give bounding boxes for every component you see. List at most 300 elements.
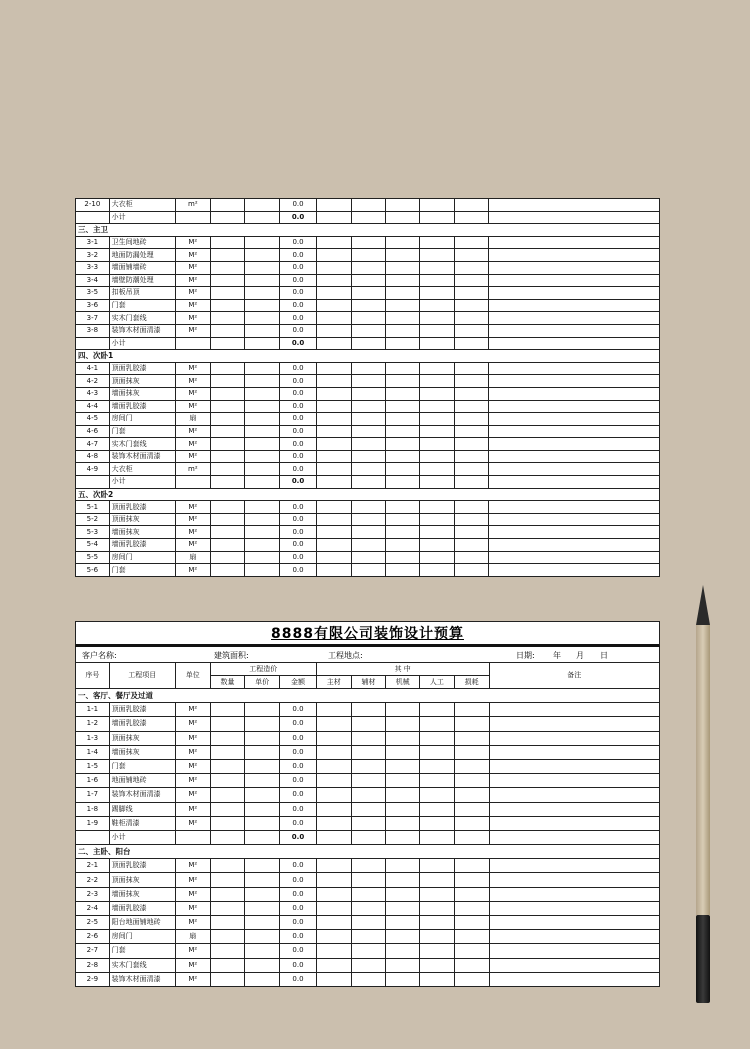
cell-no: 3-3: [76, 261, 110, 274]
cell-empty: [316, 413, 351, 426]
cell-empty: [351, 916, 386, 930]
table-row: [76, 539, 660, 552]
cell-item: 大衣柜: [109, 199, 175, 212]
cell-amount: 0.0: [280, 236, 317, 249]
header-price: 单价: [245, 676, 280, 689]
cell-amount: 0.0: [280, 703, 317, 717]
cell-empty: [210, 930, 245, 944]
section-row: [76, 350, 660, 363]
customer-label: 客户名称:: [82, 651, 117, 660]
cell-empty: [489, 249, 660, 262]
cell-empty: [420, 703, 455, 717]
cell-empty: [386, 413, 420, 426]
cell-item: 阳台地面铺地砖: [109, 916, 175, 930]
cell-empty: [454, 236, 489, 249]
cell-empty: [454, 261, 489, 274]
cell-item: 装饰木材面清漆: [109, 450, 175, 463]
cell-empty: [454, 564, 489, 577]
table-row: [76, 274, 660, 287]
cell-empty: [489, 299, 660, 312]
cell-empty: [245, 450, 280, 463]
cell-item: 门套: [109, 944, 175, 958]
cell-item: 实木门套线: [109, 312, 175, 325]
cell-empty: [454, 463, 489, 476]
cell-unit: M²: [175, 802, 210, 816]
cell-empty: [454, 249, 489, 262]
cell-unit: M²: [175, 816, 210, 830]
cell-empty: [454, 324, 489, 337]
table-row: [76, 199, 660, 212]
cell-empty: [386, 324, 420, 337]
cell-unit: M²: [175, 972, 210, 986]
cell-empty: [489, 802, 660, 816]
section-row: [76, 224, 660, 237]
cell-empty: [210, 731, 245, 745]
cell-empty: [386, 476, 420, 489]
cell-empty: [489, 944, 660, 958]
cell-empty: [420, 887, 455, 901]
cell-amount: 0.0: [280, 551, 317, 564]
table-row: [76, 859, 660, 873]
section-title: 一、客厅、餐厅及过道: [76, 689, 660, 703]
cell-empty: [245, 788, 280, 802]
cell-empty: [420, 362, 455, 375]
header-item: 工程项目: [109, 663, 175, 689]
cell-empty: [210, 337, 245, 350]
table-row: [76, 717, 660, 731]
cell-item: 墙面乳胶漆: [109, 539, 175, 552]
cell-empty: [386, 249, 420, 262]
cell-empty: [316, 745, 351, 759]
cell-empty: [386, 199, 420, 212]
cell-empty: [351, 944, 386, 958]
cell-unit: M²: [175, 362, 210, 375]
cell-empty: [245, 324, 280, 337]
cell-empty: [351, 816, 386, 830]
cell-empty: [245, 501, 280, 514]
cell-empty: [386, 501, 420, 514]
cell-empty: [316, 539, 351, 552]
cell-empty: [245, 944, 280, 958]
cell-empty: [386, 944, 420, 958]
date-month: 月: [576, 651, 584, 660]
cell-empty: [489, 745, 660, 759]
cell-no: 4-7: [76, 438, 110, 451]
cell-empty: [454, 930, 489, 944]
cell-item: 实木门套线: [109, 958, 175, 972]
cell-empty: [489, 526, 660, 539]
table-row: [76, 501, 660, 514]
cell-empty: [386, 337, 420, 350]
cell-no: 1-4: [76, 745, 110, 759]
cell-item: 墙壁防潮处理: [109, 274, 175, 287]
cell-empty: [420, 463, 455, 476]
cell-empty: [316, 312, 351, 325]
cell-empty: [351, 236, 386, 249]
table-row: [76, 438, 660, 451]
cell-empty: [351, 362, 386, 375]
cell-amount: 0.0: [280, 324, 317, 337]
cell-empty: [386, 375, 420, 388]
cell-empty: [386, 299, 420, 312]
cell-empty: [351, 299, 386, 312]
cell-empty: [489, 463, 660, 476]
cell-empty: [316, 703, 351, 717]
cell-empty: [454, 774, 489, 788]
cell-empty: [420, 717, 455, 731]
cell-empty: [245, 425, 280, 438]
cell-empty: [420, 816, 455, 830]
cell-empty: [210, 287, 245, 300]
cell-unit: M²: [175, 526, 210, 539]
budget-table: [75, 662, 660, 987]
cell-item: 顶面抹灰: [109, 731, 175, 745]
cell-empty: [420, 916, 455, 930]
cell-empty: [420, 438, 455, 451]
cell-empty: [489, 287, 660, 300]
cell-no: 3-1: [76, 236, 110, 249]
table-row: [76, 873, 660, 887]
cell-empty: [245, 199, 280, 212]
cell-no: 5-6: [76, 564, 110, 577]
header-loss: 损耗: [454, 676, 489, 689]
area-label: 建筑面积:: [214, 651, 249, 660]
cell-empty: [245, 476, 280, 489]
cell-empty: [420, 759, 455, 773]
cell-amount: 0.0: [280, 287, 317, 300]
cell-empty: [316, 463, 351, 476]
cell-item: 地面铺地砖: [109, 774, 175, 788]
cell-empty: [351, 274, 386, 287]
cell-unit: M²: [175, 901, 210, 915]
cell-empty: [316, 450, 351, 463]
cell-empty: [351, 930, 386, 944]
cell-empty: [210, 362, 245, 375]
cell-empty: [454, 873, 489, 887]
cell-empty: [351, 887, 386, 901]
cell-empty: [210, 901, 245, 915]
cell-empty: [316, 362, 351, 375]
table-row: [76, 774, 660, 788]
info-row: [75, 647, 660, 662]
cell-empty: [351, 539, 386, 552]
cell-empty: [210, 211, 245, 224]
cell-empty: [489, 774, 660, 788]
table-row: [76, 958, 660, 972]
cell-empty: [386, 731, 420, 745]
cell-no: 1-8: [76, 802, 110, 816]
cell-empty: [420, 731, 455, 745]
cell-empty: [420, 774, 455, 788]
cell-empty: [420, 551, 455, 564]
cell-empty: [210, 873, 245, 887]
cell-empty: [351, 413, 386, 426]
cell-unit: M²: [175, 287, 210, 300]
top-table-body: [76, 199, 660, 577]
cell-empty: [454, 337, 489, 350]
cell-unit: 扇: [175, 413, 210, 426]
cell-no: 1-1: [76, 703, 110, 717]
cell-amount: 0.0: [280, 539, 317, 552]
table-row: [76, 450, 660, 463]
cell-unit: [175, 211, 210, 224]
cell-amount: 0.0: [280, 745, 317, 759]
cell-amount: 0.0: [280, 873, 317, 887]
cell-empty: [386, 930, 420, 944]
cell-empty: [454, 703, 489, 717]
cell-empty: [420, 901, 455, 915]
cell-empty: [489, 337, 660, 350]
cell-empty: [489, 539, 660, 552]
cell-amount: 0.0: [280, 774, 317, 788]
cell-empty: [351, 425, 386, 438]
cell-empty: [454, 387, 489, 400]
cell-amount: 0.0: [280, 859, 317, 873]
cell-empty: [489, 274, 660, 287]
cell-empty: [420, 539, 455, 552]
table-row: [76, 261, 660, 274]
cell-amount: 0.0: [280, 375, 317, 388]
cell-empty: [386, 463, 420, 476]
header-unit: 单位: [175, 663, 210, 689]
cell-item: 顶面抹灰: [109, 375, 175, 388]
cell-empty: [420, 337, 455, 350]
cell-item: 扣板吊顶: [109, 287, 175, 300]
cell-unit: M²: [175, 539, 210, 552]
cell-empty: [316, 425, 351, 438]
cell-item: 小计: [109, 476, 175, 489]
cell-empty: [489, 972, 660, 986]
cell-empty: [245, 731, 280, 745]
cell-no: 2-2: [76, 873, 110, 887]
cell-empty: [316, 873, 351, 887]
cell-empty: [386, 211, 420, 224]
cell-empty: [210, 887, 245, 901]
cell-empty: [245, 717, 280, 731]
cell-empty: [245, 312, 280, 325]
cell-empty: [386, 362, 420, 375]
cell-unit: M²: [175, 236, 210, 249]
cell-empty: [316, 887, 351, 901]
cell-empty: [454, 859, 489, 873]
cell-empty: [489, 551, 660, 564]
cell-empty: [489, 703, 660, 717]
cell-no: 2-6: [76, 930, 110, 944]
cell-empty: [316, 731, 351, 745]
cell-empty: [489, 564, 660, 577]
cell-empty: [351, 873, 386, 887]
section-row: [76, 845, 660, 859]
date-year: 年: [553, 651, 561, 660]
cell-empty: [351, 337, 386, 350]
cell-unit: M²: [175, 274, 210, 287]
cell-empty: [245, 362, 280, 375]
cell-empty: [454, 745, 489, 759]
cell-no: 2-4: [76, 901, 110, 915]
cell-empty: [245, 958, 280, 972]
cell-unit: M²: [175, 774, 210, 788]
cell-empty: [489, 717, 660, 731]
cell-no: 5-5: [76, 551, 110, 564]
cell-empty: [489, 788, 660, 802]
header-machine: 机械: [386, 676, 420, 689]
cell-item: 装饰木材面清漆: [109, 788, 175, 802]
cell-no: [76, 476, 110, 489]
cell-item: 顶面乳胶漆: [109, 703, 175, 717]
cell-empty: [316, 788, 351, 802]
cell-unit: M²: [175, 887, 210, 901]
cell-empty: [210, 774, 245, 788]
cell-empty: [489, 425, 660, 438]
cell-empty: [454, 362, 489, 375]
cell-empty: [454, 287, 489, 300]
cell-empty: [245, 337, 280, 350]
cell-empty: [420, 425, 455, 438]
cell-unit: M²: [175, 717, 210, 731]
cell-amount: 0.0: [280, 930, 317, 944]
table-row: [76, 375, 660, 388]
cell-item: 小计: [109, 337, 175, 350]
cell-unit: M²: [175, 513, 210, 526]
cell-empty: [316, 717, 351, 731]
cell-empty: [316, 816, 351, 830]
cell-empty: [420, 802, 455, 816]
cell-empty: [454, 788, 489, 802]
cell-no: 3-2: [76, 249, 110, 262]
cell-empty: [316, 299, 351, 312]
cell-unit: M²: [175, 759, 210, 773]
cell-empty: [210, 526, 245, 539]
cell-empty: [386, 802, 420, 816]
cell-amount: 0.0: [280, 788, 317, 802]
cell-item: 墙面乳胶漆: [109, 901, 175, 915]
cell-amount: 0.0: [280, 901, 317, 915]
cell-empty: [351, 830, 386, 844]
cell-empty: [489, 930, 660, 944]
cell-empty: [210, 236, 245, 249]
cell-amount: 0.0: [280, 249, 317, 262]
cell-empty: [351, 901, 386, 915]
cell-empty: [420, 873, 455, 887]
cell-empty: [210, 312, 245, 325]
table-row: [76, 788, 660, 802]
location-label: 工程地点:: [328, 651, 363, 660]
date-label: 日期:: [516, 651, 535, 660]
subtotal-row: [76, 476, 660, 489]
cell-no: 5-4: [76, 539, 110, 552]
cell-empty: [316, 211, 351, 224]
cell-empty: [245, 375, 280, 388]
cell-empty: [210, 551, 245, 564]
cell-unit: M²: [175, 958, 210, 972]
cell-empty: [210, 425, 245, 438]
cell-empty: [351, 375, 386, 388]
cell-empty: [386, 788, 420, 802]
cell-unit: M²: [175, 450, 210, 463]
cell-amount: 0.0: [280, 731, 317, 745]
cell-empty: [454, 958, 489, 972]
cell-empty: [420, 287, 455, 300]
cell-empty: [210, 387, 245, 400]
cell-item: 地面防漏处理: [109, 249, 175, 262]
cell-empty: [210, 717, 245, 731]
cell-no: 2-9: [76, 972, 110, 986]
cell-empty: [386, 717, 420, 731]
cell-empty: [489, 816, 660, 830]
cell-amount: 0.0: [280, 830, 317, 844]
cell-empty: [386, 873, 420, 887]
cell-item: 装饰木材面清漆: [109, 324, 175, 337]
cell-item: 墙面乳胶漆: [109, 717, 175, 731]
cell-unit: [175, 337, 210, 350]
cell-no: 4-5: [76, 413, 110, 426]
cell-empty: [210, 830, 245, 844]
cell-amount: 0.0: [280, 802, 317, 816]
cell-empty: [454, 299, 489, 312]
header-main-material: 主材: [316, 676, 351, 689]
cell-empty: [245, 551, 280, 564]
cell-amount: 0.0: [280, 400, 317, 413]
cell-empty: [245, 513, 280, 526]
cell-item: 墙面抹灰: [109, 887, 175, 901]
section-title: 三、主卫: [76, 224, 660, 237]
cell-empty: [420, 211, 455, 224]
cell-unit: m²: [175, 199, 210, 212]
cell-unit: m²: [175, 463, 210, 476]
cell-empty: [245, 802, 280, 816]
cell-item: 大衣柜: [109, 463, 175, 476]
cell-empty: [386, 745, 420, 759]
cell-unit: M²: [175, 873, 210, 887]
cell-empty: [386, 450, 420, 463]
cell-empty: [386, 887, 420, 901]
cell-empty: [386, 513, 420, 526]
cell-amount: 0.0: [280, 387, 317, 400]
cell-empty: [210, 400, 245, 413]
header-note: 备注: [489, 663, 660, 689]
cell-empty: [454, 476, 489, 489]
cell-amount: 0.0: [280, 425, 317, 438]
cell-empty: [210, 788, 245, 802]
header-cost: 工程造价: [210, 663, 316, 676]
cell-item: 房间门: [109, 930, 175, 944]
cell-empty: [420, 387, 455, 400]
cell-empty: [351, 312, 386, 325]
cell-empty: [316, 337, 351, 350]
cell-empty: [489, 901, 660, 915]
table-row: [76, 551, 660, 564]
cell-empty: [245, 745, 280, 759]
cell-empty: [489, 312, 660, 325]
cell-empty: [210, 958, 245, 972]
cell-empty: [210, 859, 245, 873]
cell-item: 踢脚线: [109, 802, 175, 816]
cell-empty: [386, 387, 420, 400]
cell-empty: [210, 463, 245, 476]
cell-no: 4-4: [76, 400, 110, 413]
table-row: [76, 463, 660, 476]
cell-empty: [489, 830, 660, 844]
cell-empty: [316, 564, 351, 577]
cell-empty: [454, 731, 489, 745]
cell-no: 4-9: [76, 463, 110, 476]
cell-amount: 0.0: [280, 944, 317, 958]
cell-no: 3-4: [76, 274, 110, 287]
cell-empty: [316, 930, 351, 944]
cell-no: 1-9: [76, 816, 110, 830]
cell-empty: [210, 564, 245, 577]
cell-no: 5-3: [76, 526, 110, 539]
